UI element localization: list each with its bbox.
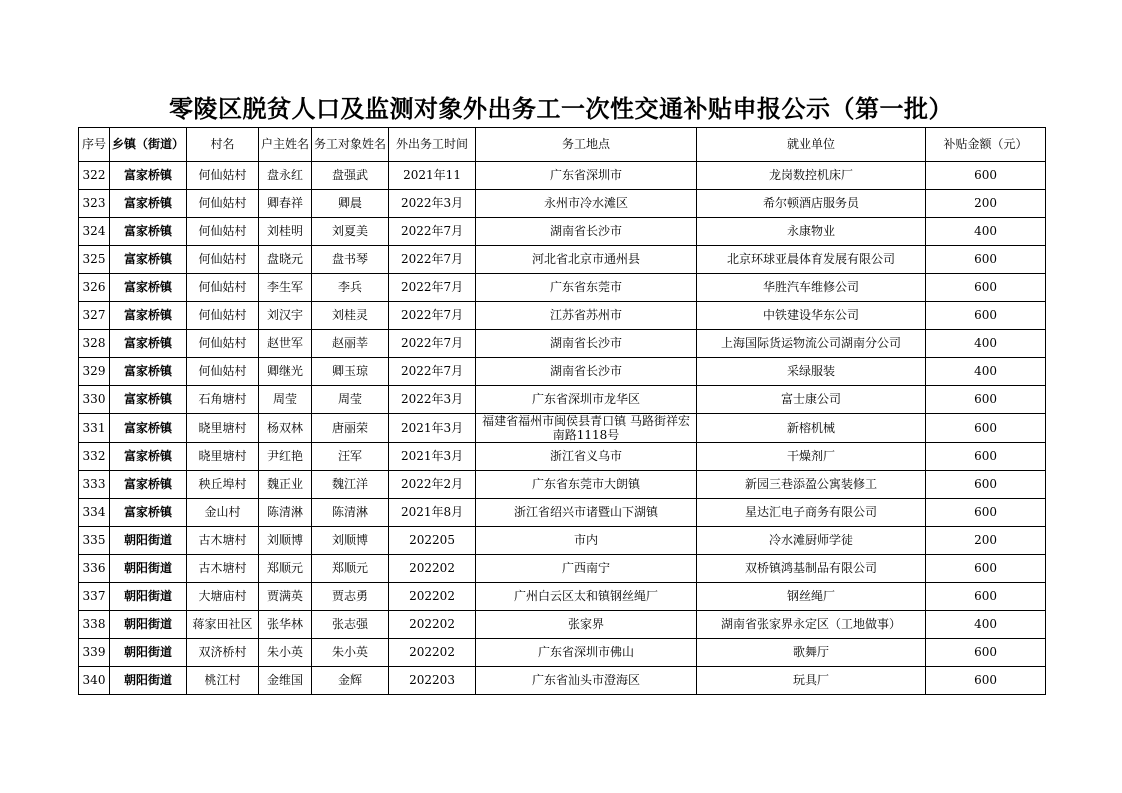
cell-employer: 冷水滩厨师学徒	[697, 527, 926, 555]
cell-employer: 希尔顿酒店服务员	[697, 190, 926, 218]
cell-town: 朝阳街道	[110, 583, 187, 611]
col-header-village: 村名	[187, 128, 259, 162]
cell-village: 何仙姑村	[187, 190, 259, 218]
col-header-amount: 补贴金额（元）	[926, 128, 1046, 162]
cell-location: 湖南省长沙市	[476, 358, 697, 386]
cell-index: 329	[79, 358, 110, 386]
cell-location: 浙江省义乌市	[476, 443, 697, 471]
cell-town: 朝阳街道	[110, 667, 187, 695]
cell-village: 何仙姑村	[187, 218, 259, 246]
cell-amount: 400	[926, 218, 1046, 246]
table-row	[79, 330, 1046, 358]
cell-location: 广东省东莞市	[476, 274, 697, 302]
cell-time: 202203	[389, 667, 476, 695]
col-header-index: 序号	[79, 128, 110, 162]
cell-location: 张家界	[476, 611, 697, 639]
cell-village: 蒋家田社区	[187, 611, 259, 639]
cell-worker: 魏江洋	[312, 471, 389, 499]
cell-time: 2021年8月	[389, 499, 476, 527]
table-row	[79, 667, 1046, 695]
cell-amount: 600	[926, 443, 1046, 471]
cell-employer: 干燥剂厂	[697, 443, 926, 471]
cell-worker: 李兵	[312, 274, 389, 302]
cell-village: 晓里塘村	[187, 443, 259, 471]
cell-town: 富家桥镇	[110, 274, 187, 302]
col-header-location: 务工地点	[476, 128, 697, 162]
cell-employer: 玩具厂	[697, 667, 926, 695]
table-row	[79, 246, 1046, 274]
cell-location: 广东省深圳市佛山	[476, 639, 697, 667]
cell-index: 327	[79, 302, 110, 330]
cell-amount: 600	[926, 555, 1046, 583]
cell-employer: 双桥镇鸿基制品有限公司	[697, 555, 926, 583]
cell-householder: 刘顺博	[259, 527, 312, 555]
cell-amount: 600	[926, 162, 1046, 190]
cell-householder: 贾满英	[259, 583, 312, 611]
cell-employer: 中铁建设华东公司	[697, 302, 926, 330]
cell-time: 2022年3月	[389, 386, 476, 414]
cell-worker: 赵丽莘	[312, 330, 389, 358]
cell-town: 富家桥镇	[110, 443, 187, 471]
table-row	[79, 218, 1046, 246]
cell-town: 富家桥镇	[110, 499, 187, 527]
cell-worker: 陈清淋	[312, 499, 389, 527]
cell-time: 202202	[389, 611, 476, 639]
cell-householder: 杨双林	[259, 414, 312, 443]
cell-location: 湖南省长沙市	[476, 218, 697, 246]
cell-amount: 600	[926, 302, 1046, 330]
cell-amount: 200	[926, 190, 1046, 218]
cell-employer: 湖南省张家界永定区（工地做事）	[697, 611, 926, 639]
cell-town: 富家桥镇	[110, 246, 187, 274]
cell-index: 322	[79, 162, 110, 190]
cell-worker: 金辉	[312, 667, 389, 695]
cell-amount: 600	[926, 414, 1046, 443]
cell-location: 福建省福州市闽侯县青口镇 马路街祥宏南路1118号	[476, 414, 697, 443]
cell-time: 2022年7月	[389, 358, 476, 386]
cell-worker: 盘强武	[312, 162, 389, 190]
cell-amount: 600	[926, 471, 1046, 499]
table-row	[79, 414, 1046, 443]
cell-location: 广东省深圳市	[476, 162, 697, 190]
cell-location: 广东省深圳市龙华区	[476, 386, 697, 414]
cell-worker: 贾志勇	[312, 583, 389, 611]
cell-index: 332	[79, 443, 110, 471]
cell-village: 何仙姑村	[187, 330, 259, 358]
cell-householder: 金维国	[259, 667, 312, 695]
cell-index: 326	[79, 274, 110, 302]
cell-time: 2021年3月	[389, 443, 476, 471]
cell-householder: 陈清淋	[259, 499, 312, 527]
cell-time: 2022年7月	[389, 246, 476, 274]
cell-employer: 龙岗数控机床厂	[697, 162, 926, 190]
cell-householder: 魏正业	[259, 471, 312, 499]
cell-village: 古木塘村	[187, 527, 259, 555]
cell-location: 广西南宁	[476, 555, 697, 583]
cell-index: 330	[79, 386, 110, 414]
cell-time: 2021年3月	[389, 414, 476, 443]
cell-town: 朝阳街道	[110, 555, 187, 583]
cell-location: 河北省北京市通州县	[476, 246, 697, 274]
cell-location: 广州白云区太和镇钢丝绳厂	[476, 583, 697, 611]
col-header-householder: 户主姓名	[259, 128, 312, 162]
cell-worker: 唐丽荣	[312, 414, 389, 443]
cell-employer: 上海国际货运物流公司湖南分公司	[697, 330, 926, 358]
subsidy-table	[78, 127, 1046, 695]
cell-amount: 200	[926, 527, 1046, 555]
page-title: 零陵区脱贫人口及监测对象外出务工一次性交通补贴申报公示（第一批）	[169, 95, 953, 123]
cell-time: 2022年2月	[389, 471, 476, 499]
cell-employer: 采绿服装	[697, 358, 926, 386]
cell-householder: 尹红艳	[259, 443, 312, 471]
cell-householder: 郑顺元	[259, 555, 312, 583]
cell-location: 江苏省苏州市	[476, 302, 697, 330]
cell-employer: 钢丝绳厂	[697, 583, 926, 611]
cell-employer: 星达汇电子商务有限公司	[697, 499, 926, 527]
cell-householder: 赵世军	[259, 330, 312, 358]
cell-householder: 周莹	[259, 386, 312, 414]
cell-householder: 张华林	[259, 611, 312, 639]
table-row	[79, 611, 1046, 639]
cell-town: 朝阳街道	[110, 639, 187, 667]
cell-householder: 盘晓元	[259, 246, 312, 274]
col-header-time: 外出务工时间	[389, 128, 476, 162]
cell-worker: 刘夏美	[312, 218, 389, 246]
cell-town: 富家桥镇	[110, 162, 187, 190]
cell-index: 338	[79, 611, 110, 639]
cell-town: 富家桥镇	[110, 414, 187, 443]
table-row	[79, 302, 1046, 330]
cell-worker: 刘桂灵	[312, 302, 389, 330]
col-header-worker: 务工对象姓名	[312, 128, 389, 162]
cell-time: 202202	[389, 639, 476, 667]
cell-employer: 永康物业	[697, 218, 926, 246]
cell-time: 2022年3月	[389, 190, 476, 218]
col-header-town: 乡镇（街道）	[110, 128, 187, 162]
cell-time: 202202	[389, 555, 476, 583]
cell-time: 202205	[389, 527, 476, 555]
cell-index: 334	[79, 499, 110, 527]
cell-village: 何仙姑村	[187, 302, 259, 330]
cell-worker: 郑顺元	[312, 555, 389, 583]
cell-village: 古木塘村	[187, 555, 259, 583]
table-header-row	[79, 128, 1046, 162]
cell-village: 晓里塘村	[187, 414, 259, 443]
cell-employer: 富士康公司	[697, 386, 926, 414]
cell-village: 桃江村	[187, 667, 259, 695]
cell-householder: 卿继光	[259, 358, 312, 386]
cell-amount: 600	[926, 386, 1046, 414]
cell-householder: 盘永红	[259, 162, 312, 190]
cell-householder: 李生军	[259, 274, 312, 302]
cell-time: 2022年7月	[389, 218, 476, 246]
cell-amount: 400	[926, 330, 1046, 358]
table-row	[79, 358, 1046, 386]
cell-location: 永州市冷水滩区	[476, 190, 697, 218]
table-row	[79, 527, 1046, 555]
cell-worker: 周莹	[312, 386, 389, 414]
cell-village: 大塘庙村	[187, 583, 259, 611]
cell-amount: 600	[926, 274, 1046, 302]
cell-location: 湖南省长沙市	[476, 330, 697, 358]
cell-town: 富家桥镇	[110, 330, 187, 358]
table-row	[79, 499, 1046, 527]
cell-index: 336	[79, 555, 110, 583]
cell-worker: 朱小英	[312, 639, 389, 667]
cell-village: 秧丘埠村	[187, 471, 259, 499]
cell-amount: 600	[926, 499, 1046, 527]
cell-amount: 600	[926, 583, 1046, 611]
cell-village: 何仙姑村	[187, 246, 259, 274]
cell-town: 富家桥镇	[110, 386, 187, 414]
cell-worker: 卿玉琼	[312, 358, 389, 386]
cell-amount: 400	[926, 358, 1046, 386]
cell-town: 富家桥镇	[110, 302, 187, 330]
cell-town: 富家桥镇	[110, 190, 187, 218]
cell-householder: 刘汉宇	[259, 302, 312, 330]
cell-location: 市内	[476, 527, 697, 555]
cell-town: 朝阳街道	[110, 611, 187, 639]
cell-village: 石角塘村	[187, 386, 259, 414]
cell-worker: 卿晨	[312, 190, 389, 218]
cell-amount: 600	[926, 639, 1046, 667]
cell-town: 富家桥镇	[110, 358, 187, 386]
table-body	[79, 162, 1046, 695]
cell-householder: 刘桂明	[259, 218, 312, 246]
cell-index: 331	[79, 414, 110, 443]
cell-worker: 盘书琴	[312, 246, 389, 274]
table-row	[79, 274, 1046, 302]
cell-village: 双济桥村	[187, 639, 259, 667]
cell-location: 浙江省绍兴市诸暨山下湖镇	[476, 499, 697, 527]
cell-time: 202202	[389, 583, 476, 611]
cell-village: 何仙姑村	[187, 274, 259, 302]
table-row	[79, 555, 1046, 583]
cell-index: 335	[79, 527, 110, 555]
cell-employer: 北京环球亚晨体育发展有限公司	[697, 246, 926, 274]
cell-location: 广东省汕头市澄海区	[476, 667, 697, 695]
cell-employer: 新园三巷添盈公寓装修工	[697, 471, 926, 499]
cell-village: 何仙姑村	[187, 358, 259, 386]
cell-time: 2022年7月	[389, 302, 476, 330]
cell-time: 2021年11	[389, 162, 476, 190]
cell-employer: 歌舞厅	[697, 639, 926, 667]
cell-town: 富家桥镇	[110, 471, 187, 499]
cell-amount: 400	[926, 611, 1046, 639]
table-row	[79, 471, 1046, 499]
cell-town: 富家桥镇	[110, 218, 187, 246]
cell-time: 2022年7月	[389, 330, 476, 358]
col-header-employer: 就业单位	[697, 128, 926, 162]
cell-employer: 新榕机械	[697, 414, 926, 443]
cell-householder: 朱小英	[259, 639, 312, 667]
table-row	[79, 639, 1046, 667]
cell-village: 金山村	[187, 499, 259, 527]
cell-location: 广东省东莞市大朗镇	[476, 471, 697, 499]
cell-worker: 汪军	[312, 443, 389, 471]
cell-householder: 卿春祥	[259, 190, 312, 218]
table-row	[79, 386, 1046, 414]
cell-index: 324	[79, 218, 110, 246]
table-row	[79, 190, 1046, 218]
cell-index: 323	[79, 190, 110, 218]
cell-worker: 刘顺博	[312, 527, 389, 555]
cell-index: 333	[79, 471, 110, 499]
cell-amount: 600	[926, 667, 1046, 695]
cell-town: 朝阳街道	[110, 527, 187, 555]
cell-index: 339	[79, 639, 110, 667]
table-row	[79, 583, 1046, 611]
cell-worker: 张志强	[312, 611, 389, 639]
cell-village: 何仙姑村	[187, 162, 259, 190]
cell-index: 337	[79, 583, 110, 611]
table-row	[79, 162, 1046, 190]
cell-index: 328	[79, 330, 110, 358]
table-row	[79, 443, 1046, 471]
cell-amount: 600	[926, 246, 1046, 274]
cell-index: 325	[79, 246, 110, 274]
cell-employer: 华胜汽车维修公司	[697, 274, 926, 302]
cell-time: 2022年7月	[389, 274, 476, 302]
cell-index: 340	[79, 667, 110, 695]
